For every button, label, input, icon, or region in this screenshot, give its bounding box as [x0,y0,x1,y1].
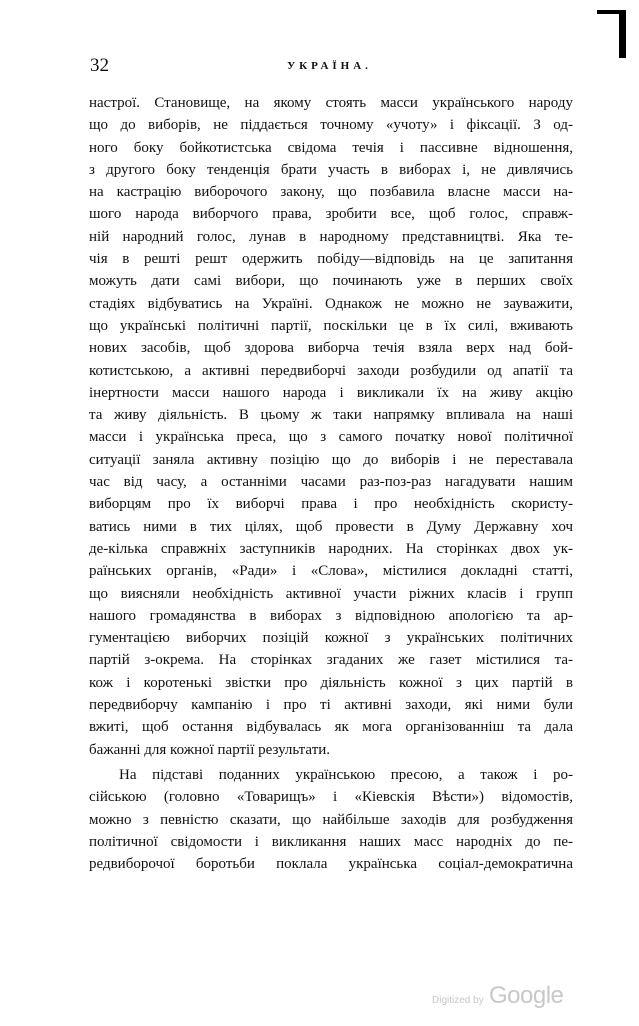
text-line: кож і коротенькі звістки про діяльність кожної з цих партій в [89,674,573,691]
text-line: що українські політичні партії, поскільки це в їх силі, вживають [89,317,573,334]
text-line: сійською (головно «Товарищъ» і «Кіевскія Вѣсти») відомостів, [89,789,573,806]
text-line: чія в решті решт одержить побіду—відповідь на це запитання [89,251,573,268]
text-line: політичної свідомости і викликання наших масс народніх до пе- [89,833,573,850]
paragraph-1 [89,92,573,761]
body-text [89,92,573,875]
text-line: настрої. Становище, на якому стоять масси українського народу [89,95,573,111]
text-line: ватись ними в тих цілях, щоб провести в Думу Державну хоч [89,518,573,535]
google-watermark [432,984,582,1012]
text-line: час від часу, а останніми часами раз-поз-раз нагадувати нашим [89,474,573,491]
text-line: де-кілька справжніх заступників народних. На сторінках двох ук- [89,540,573,557]
text-line: передвиборчу кампанію і про ті активні заходи, які ними були [89,697,573,714]
text-line: раїнських органів, «Ради» і «Слова», містилися докладні статті, [89,563,573,580]
text-line: котистською, а активні передвиборчі заходи розбудили од апатії та [89,362,573,379]
text-line: що виясняли необхідність активної участи ріжних класів і групп [89,585,573,602]
page-corner-mark [597,10,626,58]
text-line: можно з певністю сказати, що найбільше заходів для розбудження [89,811,573,828]
page-number: 32 [90,55,109,76]
text-line: бажанні для кожної партії результати. [89,741,331,758]
text-line: партій з-окрема. На сторінках згаданих же газет містилися та- [89,652,573,669]
text-line: ситуації заняла активну позіцію що до виборів і не переставала [89,451,573,468]
text-line: ного боку бойкотистська свідома течія і пассивне відношення, [89,139,573,156]
text-line: редвиборочої боротьби поклала українська соціал-демократична [89,856,573,873]
text-line: з другого боку тенденція брати участь в виборах і, не дивлячись [89,161,573,178]
digitized-by-label: Digitized by [432,995,484,1006]
text-line: вжиті, щоб остання відбувалась як мога організованніш та дала [89,719,573,736]
text-line: нових засобів, щоб здорова виборча течія взяла верх над бой- [89,340,573,357]
google-logo: Google [489,982,564,1009]
text-line: гументацією виборчих позіцій кожної з українських політичних [89,630,573,647]
text-line: можуть дати самі вибори, що починають уже в перших своїх [89,273,573,290]
text-line: масси і українська преса, що з самого початку нової політичної [89,429,573,446]
text-line: інертности масси нашого народа і викликали їх на живу акцію [89,384,573,401]
paragraph-2 [89,764,573,875]
text-line: виборцям про їх виборчі права і про необхідність скористу- [89,496,573,513]
text-line: шого народа виборчого права, зробити все, щоб голос, справж- [89,206,573,223]
text-line: що до виборів, не піддається точному «учоту» і фіксації. З од- [89,117,573,134]
text-line: ній народний голос, лунав в народному представництві. Яка те- [89,228,573,245]
running-title: УКРАЇНА. [287,60,372,72]
text-line: стадіях відбуватись на Україні. Однакож не можно не зауважити, [89,295,573,312]
text-line: та живу діяльність. В цьому ж таки напрямку впливала на наші [89,407,573,424]
text-line: нашого громадянства в виборах з відповідною апологією та ар- [89,607,573,624]
text-line: на кастрацію виборочого закону, що позбавила власне масси на- [89,184,573,201]
text-line: На підставі поданних українською пресою, а також і ро- [119,766,573,783]
